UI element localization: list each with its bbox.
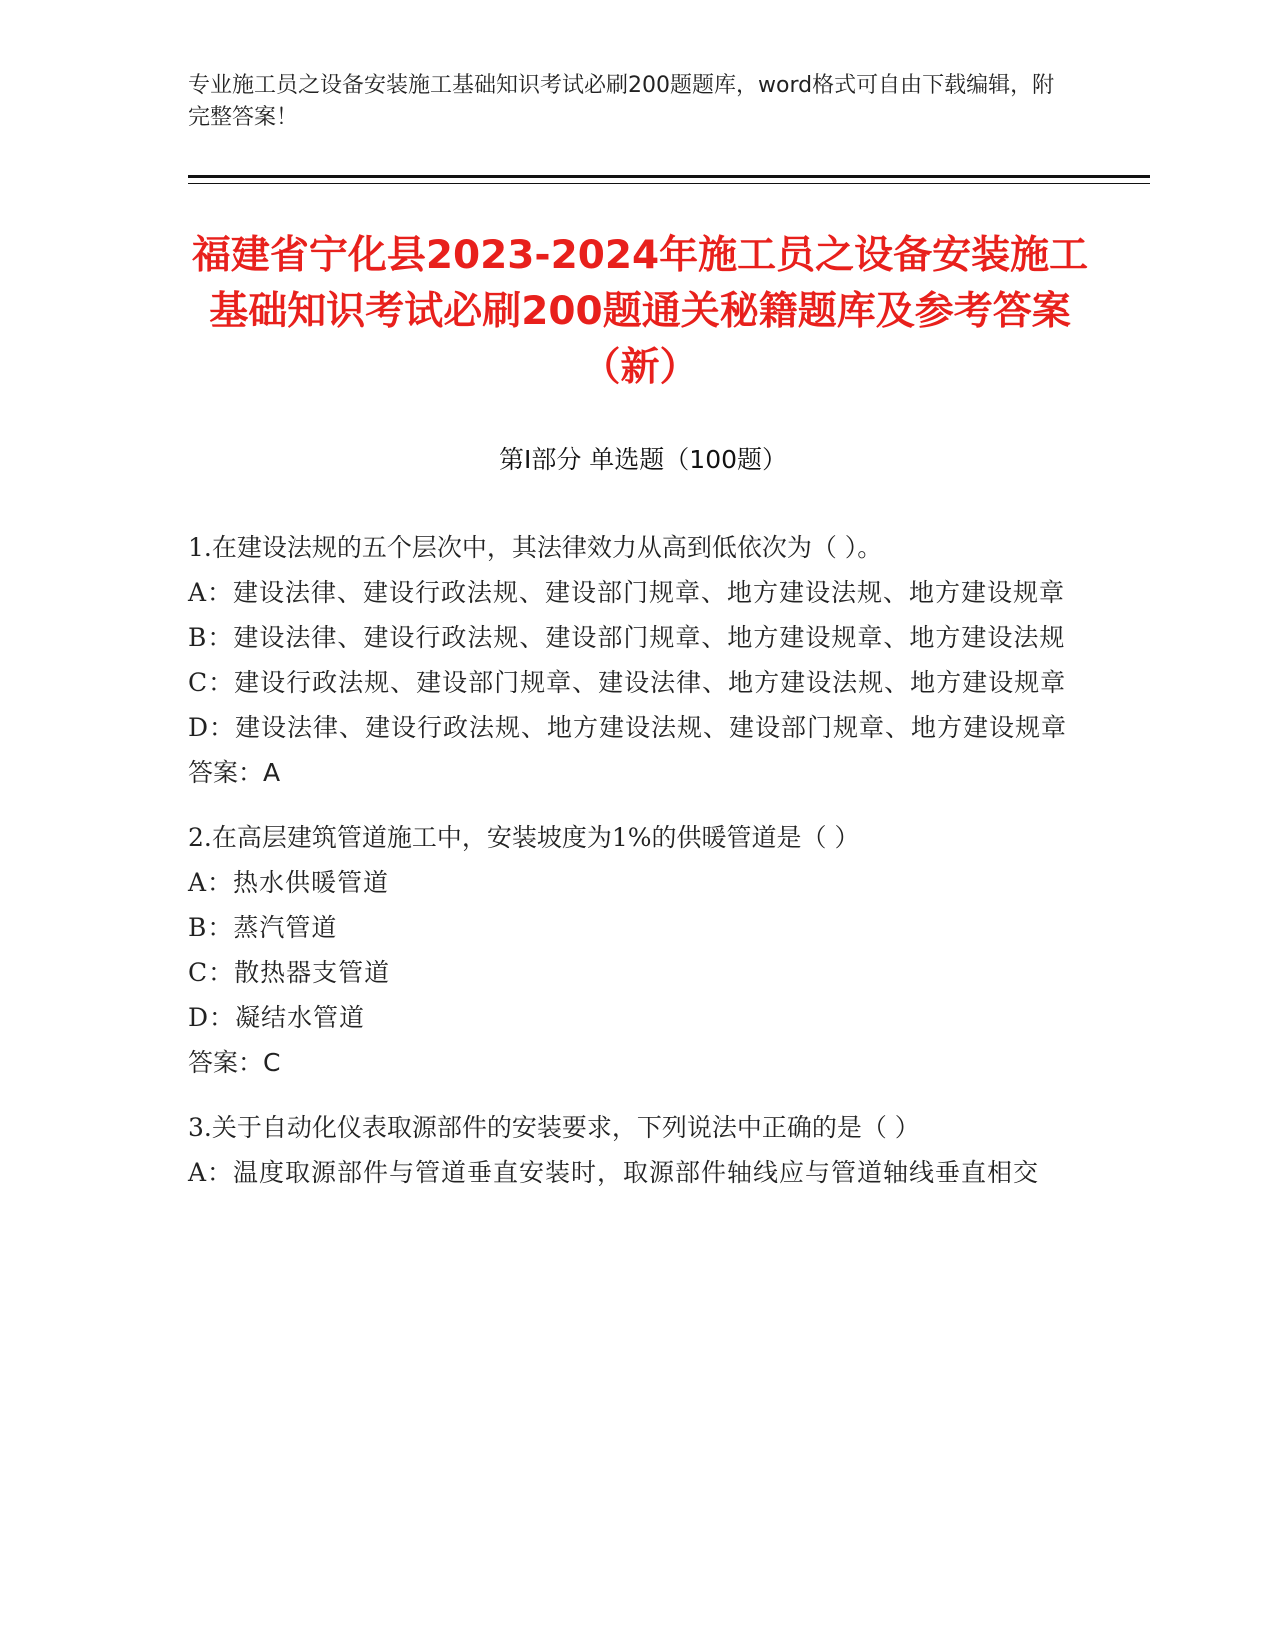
- question-2: [188, 815, 1068, 1085]
- question-stem: 3.关于自动化仪表取源部件的安装要求，下列说法中正确的是（ ）: [188, 1113, 920, 1142]
- answer-line: 答案：A: [188, 758, 281, 787]
- question-stem: 2.在高层建筑管道施工中，安装坡度为1%的供暖管道是（ ）: [188, 823, 860, 852]
- option-c: C：散热器支管道: [188, 958, 391, 987]
- option-a: A：热水供暖管道: [188, 868, 390, 897]
- header-note: 专业施工员之设备安装施工基础知识考试必刷200题题库，word格式可自由下载编辑，附完整答案！: [188, 73, 1055, 130]
- header-divider-thick: [188, 175, 1150, 178]
- option-b: B：蒸汽管道: [188, 913, 338, 942]
- option-a: A：温度取源部件与管道垂直安装时，取源部件轴线应与管道轴线垂直相交: [188, 1158, 1040, 1187]
- question-list: [188, 525, 1068, 1215]
- question-stem: 1.在建设法规的五个层次中，其法律效力从高到低依次为（ ）。: [188, 533, 883, 562]
- option-c: C：建设行政法规、建设部门规章、建设法律、地方建设法规、地方建设规章: [188, 668, 1067, 697]
- section-heading: 第Ⅰ部分 单选题（100题）: [498, 445, 788, 474]
- option-b: B：建设法律、建设行政法规、建设部门规章、地方建设规章、地方建设法规: [188, 623, 1066, 652]
- option-d: D：凝结水管道: [188, 1003, 366, 1032]
- option-a: A：建设法律、建设行政法规、建设部门规章、地方建设法规、地方建设规章: [188, 578, 1066, 607]
- question-3: [188, 1105, 1068, 1195]
- document-title: 福建省宁化县2023-2024年施工员之设备安装施工基础知识考试必刷200题通关秘籍题库及参考答案（新）: [191, 233, 1089, 390]
- option-d: D：建设法律、建设行政法规、地方建设法规、建设部门规章、地方建设规章: [188, 713, 1068, 742]
- header-divider-thin: [188, 183, 1150, 184]
- answer-line: 答案：C: [188, 1048, 281, 1077]
- question-1: [188, 525, 1068, 795]
